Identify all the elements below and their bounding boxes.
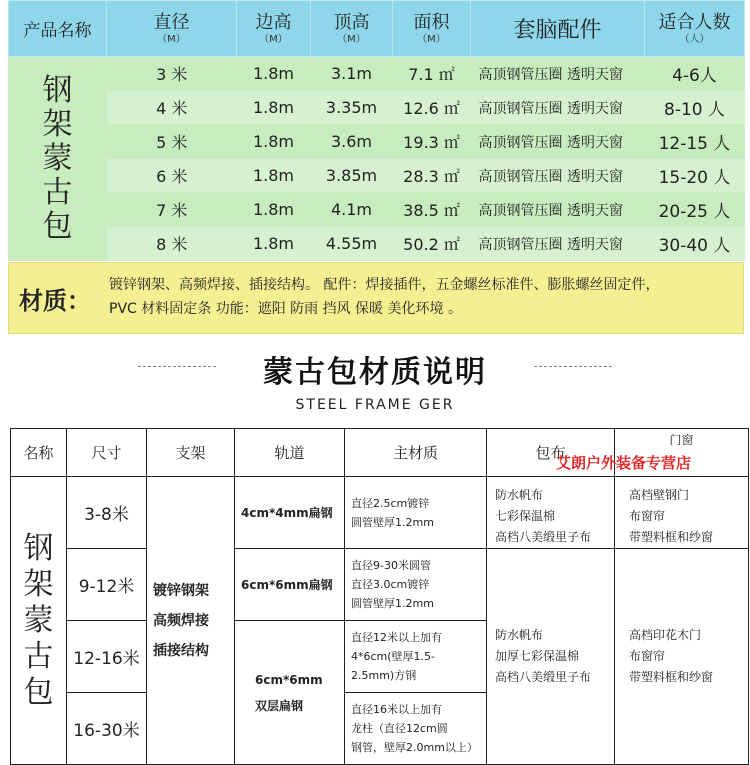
spec-area: 38.5 ㎡ <box>393 193 471 227</box>
spec-side-height: 1.8m <box>237 57 311 91</box>
spec-diameter: 8 米 <box>107 227 237 261</box>
spec-diameter: 7 米 <box>107 193 237 227</box>
detail-main-material: 直径2.5cm镀锌 圆管壁厚1.2mm <box>345 477 487 549</box>
spec-people: 8-10 人 <box>645 91 745 125</box>
spec-area: 50.2 ㎡ <box>393 227 471 261</box>
spec-row <box>9 193 745 227</box>
spec-accessories: 高顶钢管压圈 透明天窗 <box>471 91 645 125</box>
material-text <box>109 273 739 321</box>
header-accessories: 套脑配件 <box>471 1 645 57</box>
spec-top-height: 3.1m <box>311 57 393 91</box>
material-line-1: 镀锌钢架、高频焊接、插接结构。 配件：焊接插件，五金螺丝标准件、膨胀螺丝固定件， <box>109 277 660 293</box>
detail-size: 9-12米 <box>67 549 147 621</box>
detail-row <box>11 477 749 549</box>
spec-diameter: 3 米 <box>107 57 237 91</box>
detail-size: 3-8米 <box>67 477 147 549</box>
detail-cloth: 防水帆布 加厚七彩保温棉 高档八美缎里子布 <box>487 549 615 765</box>
spec-area: 28.3 ㎡ <box>393 159 471 193</box>
spec-side-height: 1.8m <box>237 227 311 261</box>
detail-size: 16-30米 <box>67 693 147 765</box>
detail-door: 高档印花木门 布窗帘 带塑料框和纱窗 <box>615 549 749 765</box>
detail-door: 高档壁钢门 布窗帘 带塑料框和纱窗 <box>615 477 749 549</box>
spec-product-name: 钢 架 蒙 古 包 <box>9 57 107 261</box>
detail-rail: 4cm*4mm扁钢 <box>235 477 345 549</box>
spec-side-height: 1.8m <box>237 193 311 227</box>
detail-main-material: 直径16米以上加有 龙柱（直径12cm圆 钢管，壁厚2.0mm以上） <box>345 693 487 765</box>
spec-accessories: 高顶钢管压圈 透明天窗 <box>471 227 645 261</box>
spec-people: 20-25 人 <box>645 193 745 227</box>
spec-people: 4-6人 <box>645 57 745 91</box>
section-title: 蒙古包材质说明 <box>263 355 487 390</box>
header-people: 适合人数 （人） <box>645 1 745 57</box>
detail-row <box>11 549 749 621</box>
detail-size: 12-16米 <box>67 621 147 693</box>
spec-row <box>9 227 745 261</box>
spec-top-height: 4.55m <box>311 227 393 261</box>
header-product-name: 产品名称 <box>9 1 107 57</box>
spec-side-height: 1.8m <box>237 159 311 193</box>
header-top-height: 顶高 （M） <box>311 1 393 57</box>
detail-table <box>10 428 749 765</box>
material-banner <box>8 262 744 334</box>
spec-area: 12.6 ㎡ <box>393 91 471 125</box>
spec-area: 19.3 ㎡ <box>393 125 471 159</box>
detail-header-main-material: 主材质 <box>345 429 487 477</box>
material-label: 材质： <box>19 287 91 315</box>
spec-people: 15-20 人 <box>645 159 745 193</box>
section-subtitle: STEEL FRAME GER <box>295 397 455 413</box>
material-line-2: PVC 材料固定条 功能：遮阳 防雨 挡风 保暖 美化环境 。 <box>109 301 462 317</box>
store-watermark: 艾朗户外装备专营店 <box>556 454 692 472</box>
spec-diameter: 6 米 <box>107 159 237 193</box>
detail-header-cloth: 包布 <box>487 429 615 477</box>
detail-frame: 镀锌钢架 高频焊接 插接结构 <box>147 477 235 765</box>
spec-diameter: 4 米 <box>107 91 237 125</box>
spec-row <box>9 159 745 193</box>
detail-cloth: 防水帆布 七彩保温棉 高档八美缎里子布 <box>487 477 615 549</box>
spec-header-row <box>9 1 745 57</box>
spec-top-height: 3.35m <box>311 91 393 125</box>
spec-accessories: 高顶钢管压圈 透明天窗 <box>471 193 645 227</box>
spec-accessories: 高顶钢管压圈 透明天窗 <box>471 57 645 91</box>
detail-header-frame: 支架 <box>147 429 235 477</box>
detail-main-material: 直径9-30米圆管 直径3.0cm镀锌 圆管壁厚1.2mm <box>345 549 487 621</box>
spec-top-height: 4.1m <box>311 193 393 227</box>
spec-side-height: 1.8m <box>237 125 311 159</box>
detail-header-rail: 轨道 <box>235 429 345 477</box>
detail-rail: 6cm*6mm扁钢 <box>235 549 345 621</box>
spec-row <box>9 125 745 159</box>
detail-header-door: 门窗 <box>615 429 749 477</box>
spec-people: 30-40 人 <box>645 227 745 261</box>
detail-header-size: 尺寸 <box>67 429 147 477</box>
spec-people: 12-15 人 <box>645 125 745 159</box>
header-side-height: 边高 （M） <box>237 1 311 57</box>
spec-accessories: 高顶钢管压圈 透明天窗 <box>471 125 645 159</box>
header-area: 面积 （M） <box>393 1 471 57</box>
detail-header-name: 名称 <box>11 429 67 477</box>
detail-rail: 6cm*6mm 双层扁钢 <box>235 621 345 765</box>
spec-area: 7.1 ㎡ <box>393 57 471 91</box>
detail-product-name: 钢 架 蒙 古 包 <box>11 477 67 765</box>
detail-main-material: 直径12米以上加有 4*6cm(壁厚1.5- 2.5mm)方钢 <box>345 621 487 693</box>
spec-row <box>9 57 745 91</box>
spec-accessories: 高顶钢管压圈 透明天窗 <box>471 159 645 193</box>
spec-row <box>9 91 745 125</box>
spec-top-height: 3.85m <box>311 159 393 193</box>
spec-top-height: 3.6m <box>311 125 393 159</box>
header-diameter: 直径 （M） <box>107 1 237 57</box>
spec-table <box>8 0 745 261</box>
spec-side-height: 1.8m <box>237 91 311 125</box>
spec-diameter: 5 米 <box>107 125 237 159</box>
